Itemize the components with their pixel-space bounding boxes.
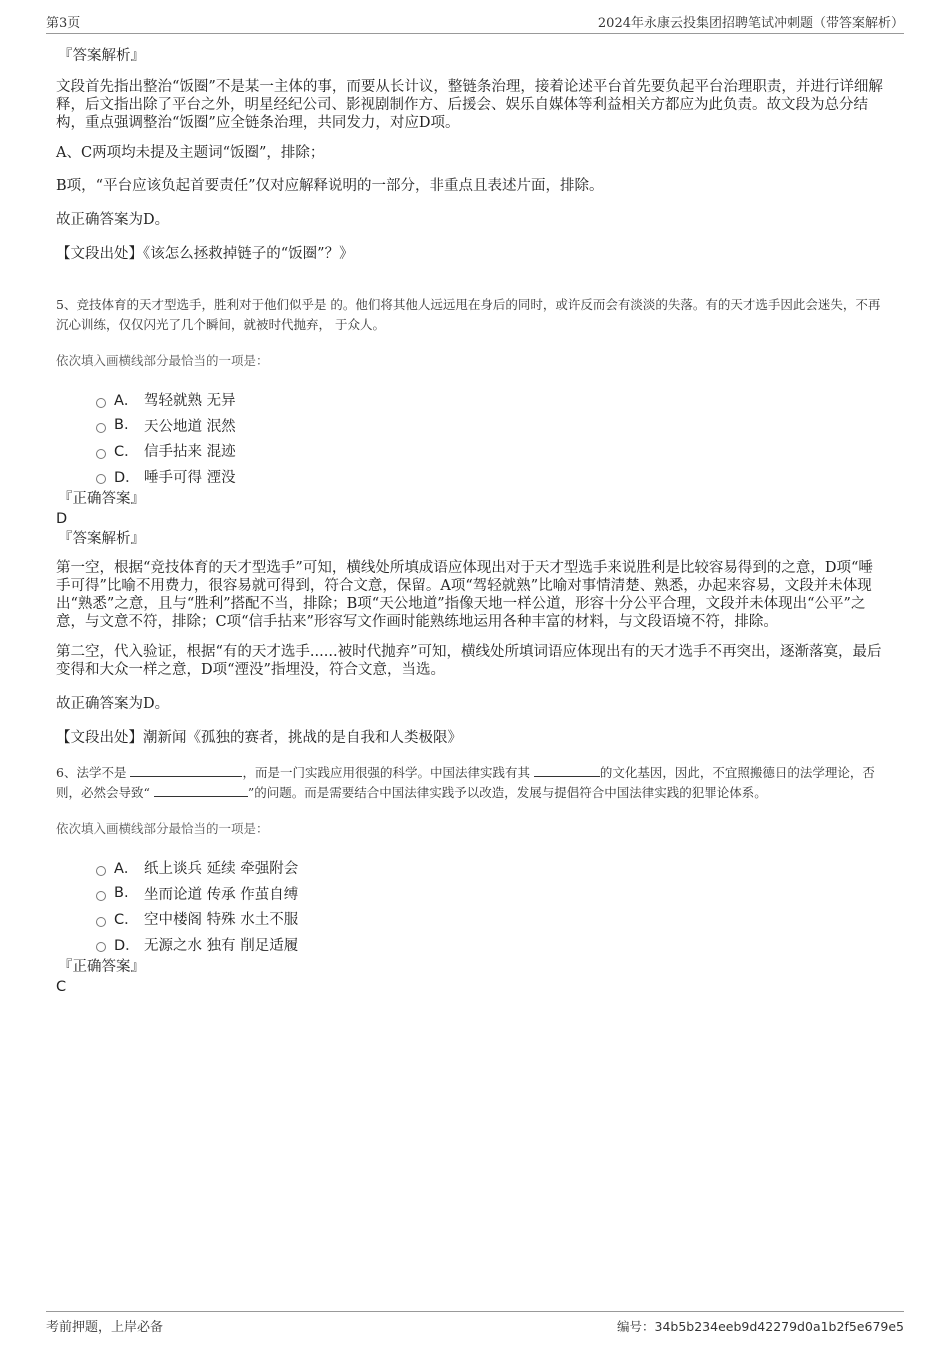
option-letter: C． [114,912,139,929]
q6-option-d[interactable] [96,932,886,958]
document-id: 编号：34b5b234eeb9d42279d0a1b2f5e679e5 [617,1319,904,1334]
radio-button[interactable] [96,942,106,952]
radio-button[interactable] [96,398,106,408]
q6-prompt: 依次填入画横线部分最恰当的一项是： [56,821,269,836]
q4-analysis-label: 『答案解析』 [58,48,145,64]
fill-blank-3 [154,785,248,797]
q5-analysis-paragraph-1: 第一空，根据“竞技体育的天才型选手”可知，横线处所填成语应体现出对于天才型选手来说胜利是比较容易得到的之意，D项“唾手可得”比喻不用费力，很容易就可得到，符合文意，保留。A项“驾轻就熟”比喻对事情清楚、熟悉，办起来容易，文段并未体现出“熟悉”之意，且与“胜利”搭配不当，排除；B项“天公地道”指像天地一样公道，形容十分公平合理，文段并未体现出“公平”之意，与文意不符，排除；C项“信手拈来”形容写文作画时能熟练地运用各种丰富的材料，与文段语境不符，排除。 [56,560,873,630]
option-letter: D． [114,937,140,954]
radio-button[interactable] [96,423,106,433]
q6-answer: C [56,979,67,995]
radio-button[interactable] [96,917,106,927]
page-number: 第3页 [46,16,81,31]
option-letter: B. [114,417,129,434]
option-text: 信手拈来 混迹 [144,444,236,461]
q6-stem-part-3: 的文化基因，因此，不宜照搬德日的法学理论，否则，必然会导致“ [56,765,875,800]
q4-source: 【文段出处】《该怎么拯救掉链子的“饭圈”？》 [56,246,354,262]
option-letter: B. [114,885,129,902]
q6-option-c[interactable] [96,906,886,932]
q5-option-c[interactable] [96,438,886,464]
fill-blank-1 [130,765,242,777]
q5-analysis-paragraph-2: 第二空，代入验证，根据“有的天才选手......被时代抛弃”可知，横线处所填词语应体现出有的天才选手不再突出，逐渐落寞，最后变得和大众一样之意，D项“湮没”指埋没，符合文意，当选。 [56,644,882,678]
q6-option-b[interactable] [96,881,886,907]
q4-analysis-paragraph-1: 文段首先指出整治“饭圈”不是某一主体的事，而要从长计议，整链条治理，接着论述平台首先要负起平台治理职责，并进行详细解释，后文指出除了平台之外，明星经纪公司、影视剧制作方、后援会、娱乐自媒体等利益相关方都应为此负责。故文段为总分结构，重点强调整治“饭圈”应全链条治理，共同发力，对应D项。 [56,79,883,131]
radio-button[interactable] [96,891,106,901]
q5-conclusion: 故正确答案为D。 [56,696,170,712]
option-letter: A． [114,393,139,410]
q4-analysis-paragraph-2: A、C两项均未提及主题词“饭圈”，排除； [56,145,325,161]
q6-stem-part-4: ”的问题。而是需要结合中国法律实践予以改造，发展与提倡符合中国法律实践的犯罪论体系。 [247,785,767,800]
option-text: 坐而论道 传承 作茧自缚 [144,886,299,903]
radio-button[interactable] [96,474,106,484]
q5-option-d[interactable] [96,464,886,490]
page-content [56,46,886,997]
q5-prompt: 依次填入画横线部分最恰当的一项是： [56,353,269,368]
q6-stem-part-1: 6、法学不是 [56,765,131,780]
option-text: 驾轻就熟 无异 [144,393,236,410]
q5-answer-label: 『正确答案』 [58,491,145,507]
option-text: 唾手可得 湮没 [144,469,236,486]
radio-button[interactable] [96,866,106,876]
document-title: 2024年永康云投集团招聘笔试冲刺题（带答案解析） [597,16,904,31]
q6-answer-label: 『正确答案』 [58,959,145,975]
option-text: 天公地道 泯然 [144,418,236,435]
option-text: 无源之水 独有 削足适履 [144,937,299,954]
option-letter: D． [114,469,140,486]
q5-stem: 5、竞技体育的天才型选手，胜利对于他们似乎是 的。他们将其他人远远甩在身后的同时，或许反而会有淡淡的失落。有的天才选手因此会迷失，不再沉心训练，仅仅闪光了几个瞬间，就被时代抛弃， 于众人。 [56,297,881,332]
q5-options [56,387,886,489]
q6-options [56,855,886,957]
option-letter: C． [114,444,139,461]
q5-analysis-label: 『答案解析』 [58,531,145,547]
q5-source: 【文段出处】潮新闻《孤独的赛者，挑战的是自我和人类极限》 [56,730,462,746]
q4-conclusion: 故正确答案为D。 [56,212,170,228]
option-text: 空中楼阁 特殊 水土不服 [144,912,299,929]
q6-stem-part-2: ，而是一门实践应用很强的科学。中国法律实践有其 [242,765,534,780]
radio-button[interactable] [96,449,106,459]
q4-analysis-paragraph-3: B项，“平台应该负起首要责任”仅对应解释说明的一部分，非重点且表述片面，排除。 [56,178,604,194]
q6-stem [56,763,886,803]
option-text: 纸上谈兵 延续 牵强附会 [144,861,299,878]
q6-option-a[interactable] [96,855,886,881]
fill-blank-2 [534,765,600,777]
q5-option-b[interactable] [96,413,886,439]
page-header [46,12,904,34]
footer-slogan: 考前押题，上岸必备 [46,1320,164,1335]
q5-option-a[interactable] [96,387,886,413]
page-footer [46,1311,904,1335]
q5-answer: D [56,511,68,527]
option-letter: A． [114,861,139,878]
